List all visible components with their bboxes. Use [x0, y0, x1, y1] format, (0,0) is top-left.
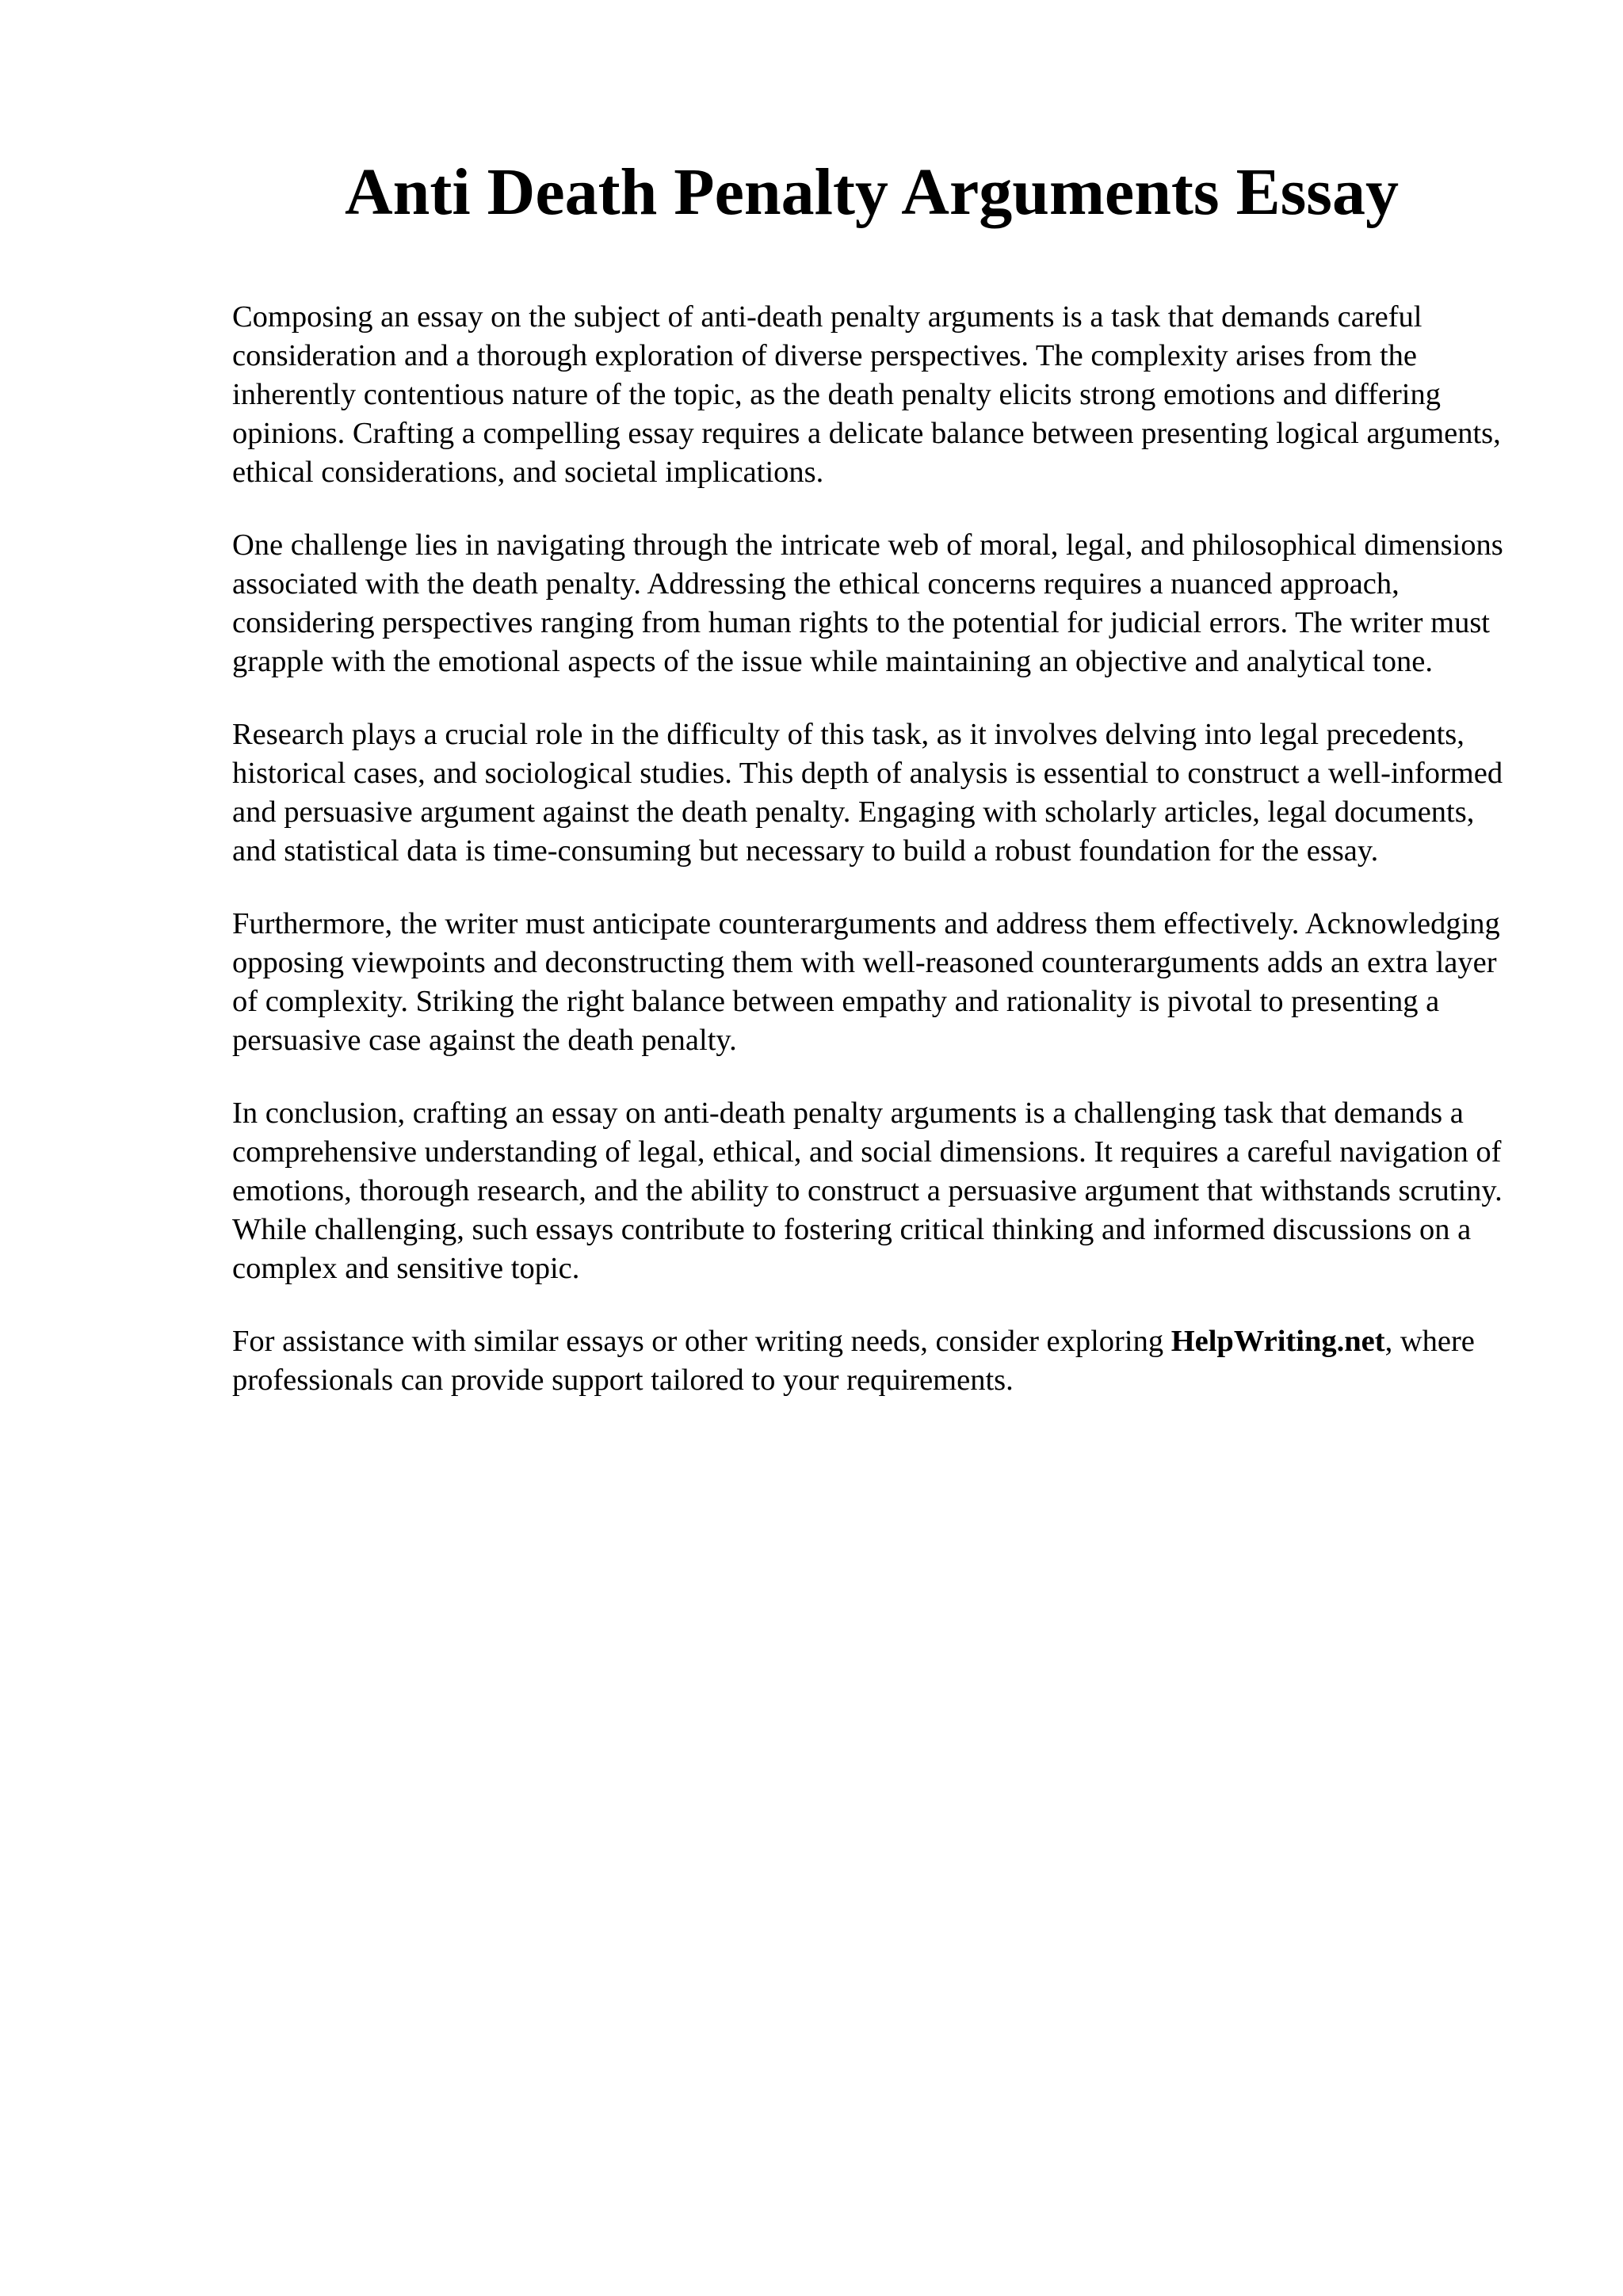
paragraph-challenges: One challenge lies in navigating through the intricate web of moral, legal, and philosophical dimensions associated with the death penalty. Addressing the ethical concerns requires a nuanced approach, considering perspectives ranging from human rights to the potential for judicial errors. The writer must grapple with the emotional aspects of the issue while maintaining an objective and analytical tone. [232, 528, 1503, 678]
closing-text-before: For assistance with similar essays or other writing needs, consider exploring [232, 1325, 1171, 1358]
paragraph-closing [232, 1322, 1516, 1400]
paragraph-conclusion: In conclusion, crafting an essay on anti-death penalty arguments is a challenging task that demands a comprehensive understanding of legal, ethical, and social dimensions. It requires a careful navigation of emotions, thorough research, and the ability to construct a persuasive argument that withstands scrutiny. While challenging, such essays contribute to fostering critical thinking and informed discussions on a complex and sensitive topic. [232, 1097, 1503, 1285]
paragraph-counterarguments: Furthermore, the writer must anticipate counterarguments and address them effectively. Acknowledging opposing viewpoints and deconstructing them with well-reasoned counterarguments adds an extra layer of complexity. Striking the right balance between empathy and rationality is pivotal to presenting a persuasive case against the death penalty. [232, 907, 1500, 1057]
paragraph-intro: Composing an essay on the subject of anti-death penalty arguments is a task that demands careful consideration and a thorough exploration of diverse perspectives. The complexity arises from the inherently contentious nature of the topic, as the death penalty elicits strong emotions and differing opinions. Crafting a compelling essay requires a delicate balance between presenting logical arguments, ethical considerations, and societal implications. [232, 300, 1501, 489]
helpwriting-link[interactable]: HelpWriting.net [1170, 1325, 1385, 1358]
document-body [232, 298, 1516, 1434]
closing-text-after: , where professionals can provide support tailored to your requirements. [232, 1325, 1475, 1397]
document-title: Anti Death Penalty Arguments Essay [344, 155, 1399, 229]
paragraph-research: Research plays a crucial role in the difficulty of this task, as it involves delving into legal precedents, historical cases, and sociological studies. This depth of analysis is essential to construct a well-informed and persuasive argument against the death penalty. Engaging with scholarly articles, legal documents, and statistical data is time-consuming but necessary to build a robust foundation for the essay. [232, 718, 1503, 868]
